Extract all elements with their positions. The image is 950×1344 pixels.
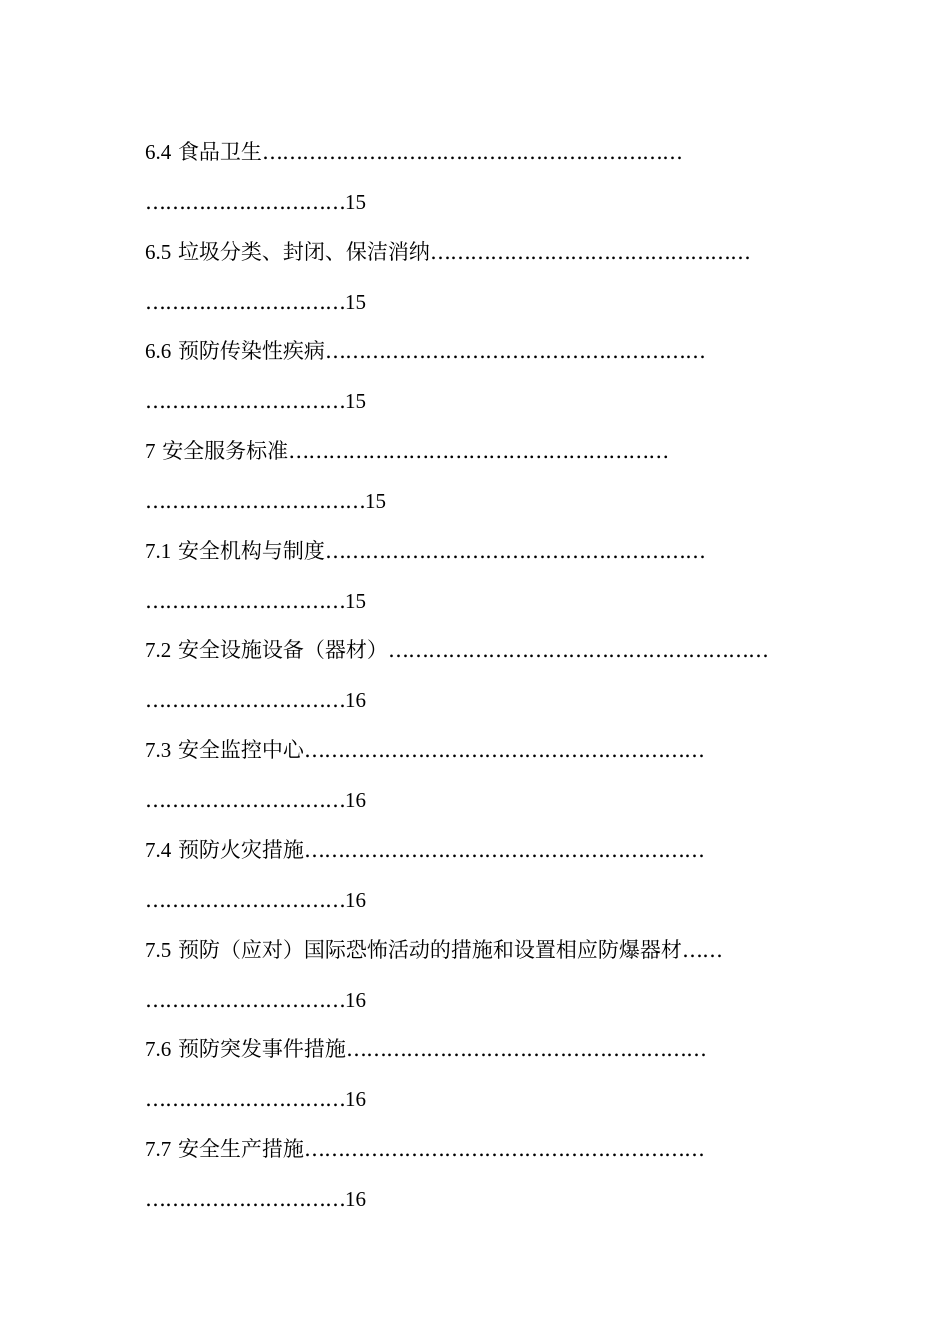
toc-entry-title-line bbox=[145, 426, 805, 476]
toc-entry-title-line bbox=[145, 825, 805, 875]
toc-entry-number: 7 bbox=[145, 439, 156, 464]
toc-entry-page-line bbox=[145, 376, 805, 426]
toc-leader-dots: ………………………………………… bbox=[429, 239, 750, 264]
toc-entry-title: 预防火灾措施 bbox=[177, 837, 304, 862]
toc-leader-dots: ………………………………………………… bbox=[288, 439, 669, 464]
toc-entry-number: 6.4 bbox=[145, 140, 172, 164]
toc-leader-dots: …………………………………………………… bbox=[303, 738, 704, 763]
toc-entry-title-line bbox=[145, 1024, 805, 1074]
toc-entry-number: 7.6 bbox=[145, 1037, 172, 1062]
toc-entry-page-line bbox=[145, 1074, 805, 1124]
toc-entry-title-line bbox=[145, 1124, 805, 1174]
toc-entry-number: 7.7 bbox=[145, 1136, 172, 1161]
toc-leader-dots: ……………………………………………………… bbox=[261, 140, 682, 164]
toc-entry-number: 7.5 bbox=[145, 937, 172, 962]
toc-entry-title: 安全监控中心 bbox=[177, 738, 304, 763]
toc-entry-page-line bbox=[145, 875, 805, 925]
toc-entry-number: 7.2 bbox=[145, 638, 172, 663]
toc-entry-number: 6.6 bbox=[145, 339, 172, 364]
toc-entry[interactable] bbox=[145, 127, 805, 227]
toc-entry-title: 预防传染性疾病 bbox=[177, 339, 325, 364]
toc-leader-dots: ………………………… bbox=[145, 289, 345, 314]
toc-leader-dots: ………………………… bbox=[145, 1087, 345, 1112]
toc-entry-page-line bbox=[145, 177, 805, 227]
toc-entry[interactable] bbox=[145, 326, 805, 426]
toc-entry-title: 安全设施设备（器材） bbox=[177, 638, 388, 663]
toc-leader-dots: ………………………… bbox=[145, 1186, 345, 1211]
toc-entry[interactable] bbox=[145, 1024, 805, 1124]
toc-entry-title: 安全服务标准 bbox=[162, 439, 289, 464]
toc-leader-dots: ………………………………………………… bbox=[324, 538, 705, 563]
toc-leader-dots: ………………………… bbox=[145, 987, 345, 1012]
toc-entry-page-line bbox=[145, 675, 805, 725]
toc-leader-dots: ………………………… bbox=[145, 588, 345, 613]
toc-entry-title: 食品卫生 bbox=[177, 140, 262, 164]
toc-entry-page-line bbox=[145, 476, 805, 526]
toc-entry[interactable] bbox=[145, 725, 805, 825]
toc-entry-title: 安全机构与制度 bbox=[177, 538, 325, 563]
toc-leader-dots: ………………………………………………… bbox=[324, 339, 705, 364]
toc-leader-dots: ………………………… bbox=[145, 688, 345, 713]
toc-entry-title-line bbox=[145, 326, 805, 376]
toc-page-number: 16 bbox=[345, 1186, 366, 1211]
toc-entry[interactable] bbox=[145, 825, 805, 925]
toc-leader-dots: …… bbox=[681, 937, 722, 962]
toc-leader-dots: ………………………………………………… bbox=[387, 638, 768, 663]
toc-entry[interactable] bbox=[145, 526, 805, 626]
toc-entry-page-line bbox=[145, 576, 805, 626]
toc-page-number: 16 bbox=[345, 987, 366, 1012]
toc-page-number: 15 bbox=[345, 588, 366, 613]
toc-entry-number: 7.1 bbox=[145, 538, 172, 563]
toc-entry-title: 预防突发事件措施 bbox=[177, 1037, 346, 1062]
toc-entry-title-line bbox=[145, 925, 805, 975]
toc-page-number: 16 bbox=[345, 887, 366, 912]
toc-page-number: 16 bbox=[345, 788, 366, 813]
toc-page-number: 15 bbox=[365, 489, 386, 514]
toc-leader-dots: …………………………………………………… bbox=[303, 1136, 704, 1161]
toc-entry-page-line bbox=[145, 277, 805, 327]
toc-page-number: 16 bbox=[345, 1087, 366, 1112]
toc-entry[interactable] bbox=[145, 625, 805, 725]
toc-leader-dots: ………………………… bbox=[145, 389, 345, 414]
toc-entry[interactable] bbox=[145, 925, 805, 1025]
toc-page-number: 15 bbox=[345, 289, 366, 314]
toc-entry-title-line bbox=[145, 127, 805, 177]
toc-entry-title: 预防（应对）国际恐怖活动的措施和设置相应防爆器材 bbox=[177, 937, 682, 962]
toc-entry-title-line bbox=[145, 526, 805, 576]
toc-leader-dots: ………………………… bbox=[145, 190, 345, 214]
toc-entry-title: 垃圾分类、封闭、保洁消纳 bbox=[177, 239, 430, 264]
toc-entry[interactable] bbox=[145, 1124, 805, 1224]
toc-entry-page-line bbox=[145, 975, 805, 1025]
toc-entry-number: 6.5 bbox=[145, 239, 172, 264]
toc-entry-page-line bbox=[145, 775, 805, 825]
toc-page-number: 15 bbox=[345, 389, 366, 414]
toc-page-number: 16 bbox=[345, 688, 366, 713]
toc-leader-dots: …………………………………………………… bbox=[303, 837, 704, 862]
toc-entry-page-line bbox=[145, 1174, 805, 1224]
toc-page-number: 15 bbox=[345, 190, 366, 214]
toc-leader-dots: …………………………… bbox=[145, 489, 365, 514]
toc-entry[interactable] bbox=[145, 227, 805, 327]
toc-leader-dots: ……………………………………………… bbox=[345, 1037, 706, 1062]
toc-leader-dots: ………………………… bbox=[145, 887, 345, 912]
toc-entry-title-line bbox=[145, 625, 805, 675]
toc-entry-title-line bbox=[145, 725, 805, 775]
toc-entry-title-line bbox=[145, 227, 805, 277]
toc-entry[interactable] bbox=[145, 426, 805, 526]
toc-entry-number: 7.4 bbox=[145, 837, 172, 862]
toc-entry-title: 安全生产措施 bbox=[177, 1136, 304, 1161]
toc-entry-number: 7.3 bbox=[145, 738, 172, 763]
table-of-contents bbox=[145, 127, 805, 1224]
toc-leader-dots: ………………………… bbox=[145, 788, 345, 813]
